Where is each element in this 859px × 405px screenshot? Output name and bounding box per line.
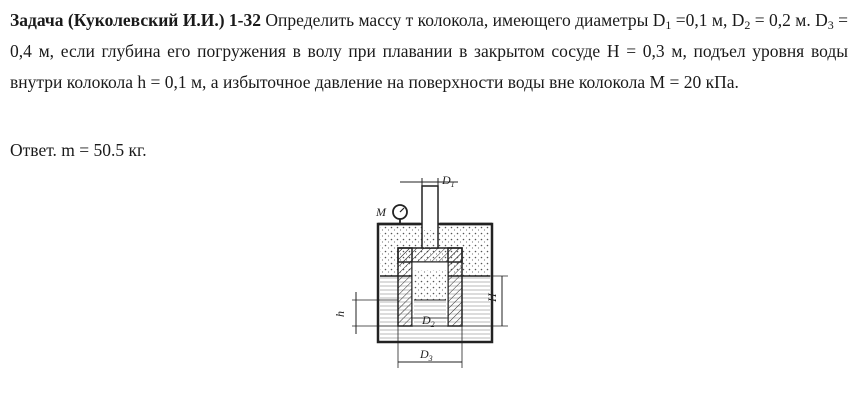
answer-text: Ответ. m = 50.5 кг. [10,140,147,160]
problem-text-part: =0,1 м, D [671,10,745,30]
bell-diagram [330,172,530,402]
d1-subscript: 1 [665,18,672,32]
label-d1: $D_1$ [442,173,455,189]
problem-title: Задача (Куколевский И.И.) 1-32 [10,10,262,30]
label-H: H [485,293,499,302]
problem-text-part: Определить массу т колокола, имеющего диаметры D [261,10,666,30]
label-d2: $D_2$ [422,313,435,329]
label-h: h [333,311,347,317]
d3-subscript: 3 [827,18,834,32]
label-d3: $D_3$ [420,347,433,363]
problem-text [10,5,848,98]
label-m: M [376,205,386,219]
bell-top [398,248,462,262]
problem-text-part: = 0,2 м. D [750,10,828,30]
d2-subscript: 2 [744,18,751,32]
problem-text-part: = 0,4 м, если глубина его погружения в волу при плавании в закрытом сосуде Н = 0,3 м, подъел уровня воды внутри колокола h = 0,1 м, а избыточное давление на поверхности воды вне колокола М = 20 кПа. [10,10,848,92]
